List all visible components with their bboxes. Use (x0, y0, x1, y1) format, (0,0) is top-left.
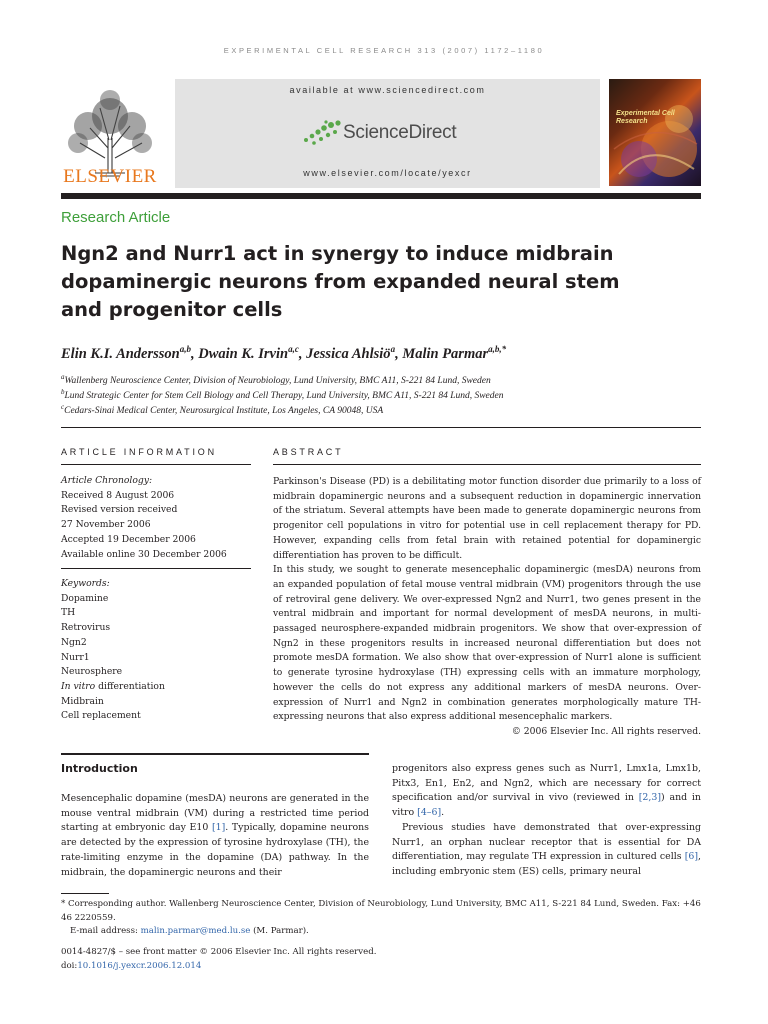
chronology-line: Revised version received (61, 504, 178, 516)
author-affil-sup: a (390, 344, 396, 354)
citation-link[interactable]: [4–6] (417, 807, 442, 819)
introduction-left-column (61, 792, 369, 880)
sciencedirect-wordmark: ScienceDirect (343, 122, 457, 143)
doi-line (61, 960, 701, 974)
keyword: Neurosphere (61, 666, 123, 678)
author-name: Jessica Ahlsiö (306, 345, 391, 362)
chronology-label: Article Chronology: (61, 475, 153, 486)
abstract-copyright: © 2006 Elsevier Inc. All rights reserved. (511, 725, 701, 737)
abstract-rule (273, 464, 701, 465)
body-text: . (441, 807, 445, 819)
abstract-body (273, 475, 701, 740)
cover-journal-title: Experimental Cell Research (616, 110, 675, 125)
keyword: Midbrain (61, 695, 104, 707)
journal-running-header: EXPERIMENTAL CELL RESEARCH 313 (2007) 1172–1180 (223, 46, 545, 55)
issn-line: 0014-4827/$ – see front matter © 2006 Elsevier Inc. All rights reserved. (61, 947, 377, 957)
body-paragraph (61, 792, 369, 880)
affiliation (61, 403, 701, 416)
chronology-line: Accepted 19 December 2006 (61, 533, 196, 545)
section-rule (61, 427, 701, 428)
body-text: . Typically, dopamine neurons are detected by the expression of tyrosine hydroxylase (TH), the rate-limiting enzyme in the dopamine (DA) pathway. In the midbrain, the dopaminergic neurons and their (61, 822, 369, 878)
doi-label: doi: (61, 961, 78, 971)
body-text: ) and in vitro (392, 792, 701, 819)
keyword-italic: In vitro (61, 680, 96, 692)
email-tail: (M. Parmar). (250, 926, 309, 936)
footnote-rule (61, 893, 109, 894)
citation-link[interactable]: [1] (211, 822, 226, 834)
author-name: Malin Parmar (402, 345, 489, 362)
body-text: , including embryonic stem (ES) cells, primary neural (392, 851, 701, 877)
article-chronology (61, 474, 251, 562)
keyword (61, 680, 251, 695)
keyword: Ngn2 (61, 636, 87, 648)
keyword: Dopamine (61, 592, 109, 604)
affiliation-sup: b (61, 388, 65, 396)
article-type: Research Article (61, 209, 171, 226)
sciencedirect-dots-icon (302, 118, 342, 148)
email-note (61, 925, 701, 939)
chronology-line: Available online 30 December 2006 (61, 548, 227, 560)
email-label: E-mail address: (70, 926, 141, 936)
keywords-label: Keywords: (61, 578, 110, 589)
body-paragraph (392, 762, 701, 821)
abstract-paragraph: Parkinson's Disease (PD) is a debilitating motor function disorder due primarily to a loss of midbrain dopaminergic neurons and a subsequent reduction in dopaminergic innervation of the striatum. Several attempts have been made to generate dopaminergic neurons from progenitor cell populations in vitro for potential use in cell replacement therapy for PD. However, expanding cells from fetal brain with retained potential for dopaminergic differentiation has proven to be difficult. (273, 476, 701, 561)
publisher-name: ELSEVIER (63, 166, 157, 187)
body-paragraph (392, 821, 701, 880)
keyword-rest: differentiation (95, 680, 165, 692)
keywords-list (61, 577, 251, 724)
body-text: progenitors also express genes such as Nurr1, Lmx1a, Lmx1b, Pitx3, En1, En2, and Ngn2, which are necessary for correct specification and/or survival in vivo (reviewed in (392, 763, 701, 804)
introduction-rule (61, 753, 369, 755)
affiliation-sup: c (61, 403, 65, 411)
author-affil-sup: a,c (288, 344, 299, 354)
journal-cover-image (609, 79, 701, 186)
body-text: Previous studies have demonstrated that over-expressing Nurr1, an orphan nuclear receptor that is essential for DA differentiation, may regulate TH expression in cultured cells (392, 821, 701, 863)
keyword: Cell replacement (61, 710, 141, 722)
affiliation (61, 388, 701, 401)
keyword: Nurr1 (61, 651, 90, 663)
citation-link[interactable]: [2,3] (638, 792, 661, 804)
author-name: Dwain K. Irvin (198, 345, 289, 362)
abstract-heading: ABSTRACT (273, 447, 344, 457)
affiliation-text: Wallenberg Neuroscience Center, Division of Neurobiology, Lund University, BMC A11, S-221 84 Lund, Sweden (64, 376, 491, 387)
author-name: Elin K.I. Andersson (61, 345, 180, 362)
article-title: Ngn2 and Nurr1 act in synergy to induce midbrain dopaminergic neurons from expanded neural stem and progenitor cells (61, 242, 620, 321)
introduction-right-column (392, 762, 701, 880)
keyword: TH (61, 607, 76, 619)
article-info-heading: ARTICLE INFORMATION (61, 447, 217, 457)
abstract-paragraph: In this study, we sought to generate mesencephalic dopaminergic (mesDA) neurons from an expanded population of fetal mouse ventral midbrain (VM) progenitors through the use of retroviral gene delivery. We over-expressed Ngn2 and Nurr1, two genes present in the ventral midbrain and important for normal development of mesDA neurons, in multi-passaged neurosphere-expanded midbrain progenitors. We show that over-expression of Ngn2 in these progenitors results in increased neuronal differentiation but does not promote mesDA formation. We also show that over-expression of Nurr1 alone is sufficient to generate tyrosine hydroxylase (TH) expressing cells with an immature morphology, however the cells do not express any additional markers of mesDA neurons. Over-expression of Nurr1 and Ngn2 in combination generates morphologically mature TH-expressing neurons that also express additional mesencephalic markers. (273, 564, 701, 723)
keyword: Retrovirus (61, 622, 111, 634)
corresponding-author-note: * Corresponding author. Wallenberg Neuroscience Center, Division of Neurobiology, Lund University, BMC A11, S-221 84 Lund, Sweden. Fax: +46 46 2220559. (61, 899, 701, 923)
author-list: Elin K.I. Andersson$^{a,b}$, Dwain K. Irvin$^{a,c}$, Jessica Ahlsiö$^a$, Malin Parmar$^{a,b,*}$ (61, 344, 507, 362)
doi-link[interactable]: 10.1016/j.yexcr.2006.12.014 (77, 961, 202, 971)
email-link[interactable]: malin.parmar@med.lu.se (140, 926, 251, 936)
chronology-line: Received 8 August 2006 (61, 489, 175, 501)
citation-link[interactable]: [6] (684, 851, 699, 863)
author-affil-sup: a,b,* (488, 344, 507, 354)
body-text: Mesencephalic dopamine (mesDA) neurons are generated in the mouse ventral midbrain (VM) during a restricted time period starting at embryonic day E10 (61, 793, 369, 834)
affiliation-text: Lund Strategic Center for Stem Cell Biology and Cell Therapy, Lund University, BMC A11, S-221 84 Lund, Sweden (64, 391, 504, 402)
journal-url[interactable]: www.elsevier.com/locate/yexcr (303, 168, 472, 178)
author-affil-sup: a,b (179, 344, 191, 354)
cover-art (609, 79, 701, 186)
available-at-text[interactable]: available at www.sciencedirect.com (289, 85, 486, 95)
affiliation-sup: a (61, 373, 65, 381)
article-info-rule (61, 464, 251, 465)
affiliation (61, 373, 701, 386)
affiliation-text: Cedars-Sinai Medical Center, Neurosurgical Institute, Los Angeles, CA 90048, USA (64, 406, 384, 417)
header-rule (61, 193, 701, 199)
keywords-rule (61, 568, 251, 569)
chronology-line: 27 November 2006 (61, 519, 151, 531)
introduction-heading: Introduction (61, 762, 138, 775)
